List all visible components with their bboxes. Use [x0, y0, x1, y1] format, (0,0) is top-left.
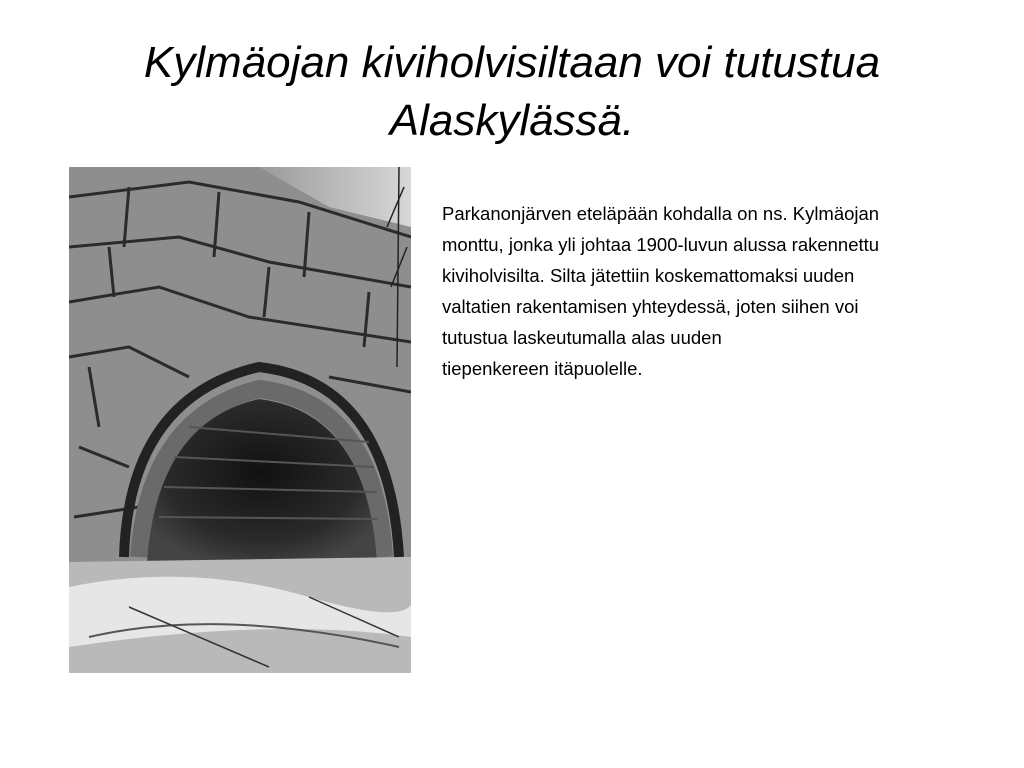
body-line: Parkanonjärven eteläpään kohdalla on ns. Kylmäojan: [442, 203, 880, 224]
slide-body-text: [442, 198, 1017, 384]
slide-title-line-1: Kylmäojan kiviholvisiltaan voi tutustua: [143, 38, 881, 87]
body-line: tiepenkereen itäpuolelle.: [442, 358, 643, 379]
body-line: tutustua laskeutumalla alas uuden: [442, 327, 722, 348]
slide-title: [40, 34, 984, 150]
body-line: valtatien rakentamisen yhteydessä, joten siihen voi: [442, 296, 859, 317]
body-line: kiviholvisilta. Silta jätettiin koskemattomaksi uuden: [442, 265, 855, 286]
body-line: monttu, jonka yli johtaa 1900-luvun alussa rakennettu: [442, 234, 880, 255]
stone-arch-bridge-photo: [69, 167, 411, 673]
slide-title-line-2: Alaskylässä.: [389, 96, 635, 145]
